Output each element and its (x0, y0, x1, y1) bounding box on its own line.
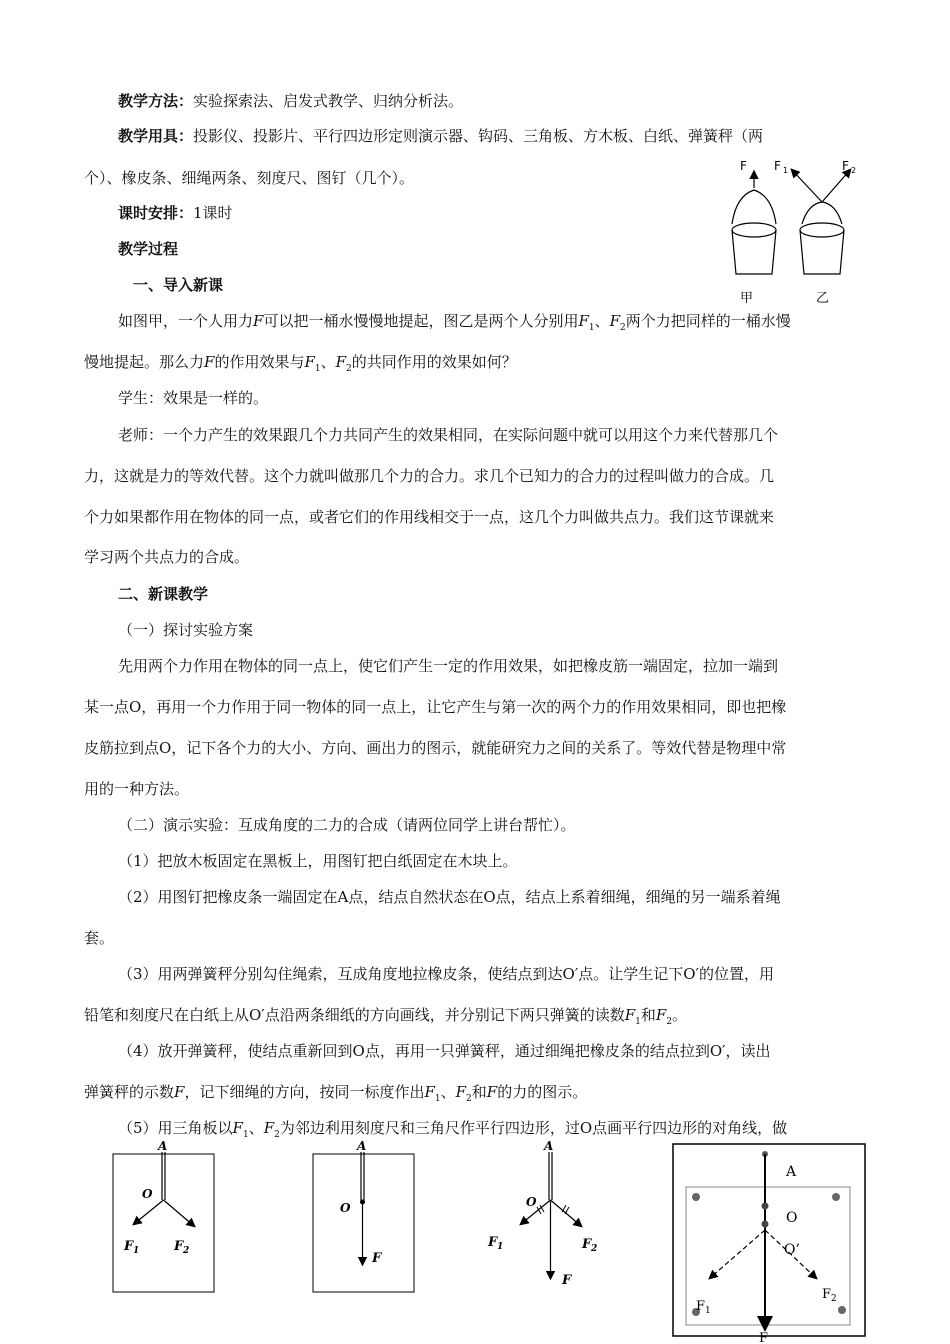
teacher-line-4: 学习两个共点力的合成。 (84, 548, 250, 566)
intro-text: 如图甲，一个人用力 (118, 312, 254, 330)
force-symbol: F (304, 353, 315, 371)
force-symbol: F (263, 1119, 275, 1137)
label-F1-sub: 1 (705, 1306, 711, 1316)
label-O-prime: O’ (784, 1242, 800, 1258)
schedule-text: 1课时 (193, 204, 233, 222)
label-O: O (340, 1201, 351, 1215)
intro-text: 慢地提起。那么力 (84, 353, 205, 371)
step-3-line-2 (84, 1005, 687, 1032)
tools-text-2: 个）、橡皮条、细绳两条、刻度尺、图钉（几个）。 (84, 169, 415, 187)
label-F1: F (488, 1235, 498, 1250)
plan-line-3: 皮筋拉到点O，记下各个力的大小、方向、画出力的图示，就能研究力之间的关系了。等效代替是物理中常 (84, 739, 787, 757)
label-F1-sub: 1 (133, 1246, 140, 1256)
section-2-title: 二、新课教学 (118, 585, 209, 603)
force-symbol: F (455, 1083, 467, 1101)
step-1: （1）把放木板固定在黑板上，用图钉把白纸固定在木块上。 (118, 852, 518, 870)
subscript: 1 (314, 364, 321, 374)
step-4-line-2 (84, 1082, 587, 1109)
subsection-1-title: （一）探讨实验方案 (118, 621, 254, 639)
figure-combined (480, 1138, 620, 1298)
label-yi: 乙 (816, 291, 830, 306)
teaching-tools (118, 126, 763, 146)
label-F2: F (174, 1239, 184, 1254)
force-symbol: F (253, 312, 264, 330)
student-answer: 学生：效果是一样的。 (118, 389, 269, 407)
plan-line-2: 某一点O，再用一个力作用于同一物体的同一点上，让它产生与第一次的两个力的作用效果相同，即也把橡 (84, 698, 787, 716)
step-text: 和 (640, 1006, 656, 1024)
step-text: 铅笔和刻度尺在白纸上从O′点沿两条细纸的方向画线，并分别记下两只弹簧的读数 (84, 1006, 625, 1024)
label-F: F (740, 159, 747, 173)
step-2-line-1: （2）用图钉把橡皮条一端固定在A点，结点自然状态在O点，结点上系着细绳，细绳的另一端系着绳 (118, 888, 781, 906)
subscript: 1 (434, 1094, 441, 1104)
process-title: 教学过程 (118, 240, 179, 258)
bucket-jia (732, 172, 776, 274)
figure-single-force (310, 1138, 420, 1298)
label-O: O (526, 1195, 537, 1209)
label-F1-sub: 1 (497, 1242, 504, 1252)
label-A: A (357, 1139, 367, 1153)
label-F1: F (124, 1239, 134, 1254)
subscript: 1 (242, 1130, 249, 1140)
teacher-line-2: 力，这就是力的等效代替。这个力就叫做那几个力的合力。求几个已知力的合力的过程叫做力的合成。几 (84, 467, 775, 485)
intro-line-2 (84, 352, 517, 379)
teacher-line-1: 老师：一个力产生的效果跟几个力共同产生的效果相同，在实际问题中就可以用这个力来代替那几个 (118, 426, 779, 444)
step-text: ，记下细绳的方向，按同一标度作出 (184, 1083, 425, 1101)
subscript: 2 (346, 364, 352, 374)
label-F2-sub: 2 (851, 166, 857, 175)
schedule (118, 203, 233, 223)
tools-text-1: 投影仪、投影片、平行四边形定则演示器、钩码、三角板、方木板、白纸、弹簧秤（两 (193, 127, 764, 145)
label-A: A (158, 1139, 168, 1153)
force-symbol: F (624, 1006, 636, 1024)
force-symbol: F (424, 1083, 435, 1101)
subscript: 1 (635, 1017, 641, 1027)
subscript: 2 (620, 323, 626, 333)
force-symbol: F (578, 312, 589, 330)
intro-text: 两个力把同样的一桶水慢 (625, 312, 791, 330)
label-F: F (562, 1273, 572, 1288)
methods-text: 实验探索法、启发式教学、归纳分析法。 (193, 92, 464, 110)
label-F2-sub: 2 (831, 1294, 837, 1304)
force-symbol: F (232, 1119, 243, 1137)
label-F: F (372, 1251, 382, 1266)
bucket-yi (792, 170, 850, 274)
force-symbol: F (609, 312, 621, 330)
plan-line-1: 先用两个力作用在物体的同一点上，使它们产生一定的作用效果，如把橡皮筋一端固定，拉加一端到 (118, 657, 779, 675)
schedule-label: 课时安排： (118, 204, 194, 222)
intro-text: 的作用效果与 (214, 353, 305, 371)
figure-board (670, 1138, 870, 1344)
label-O: O (142, 1187, 153, 1201)
force-symbol: F (486, 1083, 498, 1101)
label-F1: F (696, 1299, 706, 1314)
step-text: 。 (672, 1006, 688, 1024)
intro-text: 可以把一桶水慢慢地提起，图乙是两个人分别用 (263, 312, 579, 330)
label-F2: F (842, 159, 849, 173)
tools-label: 教学用具： (118, 127, 194, 145)
intro-text: 的共同作用的效果如何？ (351, 353, 517, 371)
plan-line-4: 用的一种方法。 (84, 780, 190, 798)
separator: 、 (440, 1083, 456, 1101)
separator: 、 (594, 312, 610, 330)
teaching-methods (118, 91, 463, 111)
label-F2-sub: 2 (183, 1246, 190, 1256)
step-text: 为邻边利用刻度尺和三角尺作平行四边形，过O点画平行四边形的对角线，做 (279, 1119, 788, 1137)
label-F1: F (774, 159, 781, 173)
bucket-figure (722, 152, 872, 312)
step-text: （5）用三角板以 (118, 1119, 233, 1137)
separator: 、 (248, 1119, 264, 1137)
force-symbol: F (335, 353, 347, 371)
subscript: 2 (466, 1094, 472, 1104)
step-text: 的力的图示。 (497, 1083, 588, 1101)
methods-label: 教学方法： (118, 92, 194, 110)
force-symbol: F (174, 1083, 185, 1101)
label-O: O (786, 1210, 798, 1226)
subscript: 2 (274, 1130, 280, 1140)
force-symbol: F (204, 353, 215, 371)
step-text: 弹簧秤的示数 (84, 1083, 175, 1101)
label-F: F (759, 1331, 769, 1344)
label-F1-sub: 1 (783, 166, 789, 175)
label-F2: F (822, 1287, 832, 1302)
separator: 、 (320, 353, 336, 371)
subscript: 2 (666, 1017, 673, 1027)
label-A: A (544, 1139, 554, 1153)
step-text: 和 (471, 1083, 487, 1101)
subsection-2-title: （二）演示实验：互成角度的二力的合成（请两位同学上讲台帮忙）。 (118, 816, 576, 834)
figure-two-forces (110, 1138, 220, 1298)
intro-line-1 (118, 311, 791, 338)
subscript: 1 (588, 323, 595, 333)
label-F2-sub: 2 (591, 1244, 598, 1254)
label-F2: F (582, 1237, 592, 1252)
teacher-line-3: 个力如果都作用在物体的同一点，或者它们的作用线相交于一点，这几个力叫做共点力。我们这节课就来 (84, 508, 775, 526)
label-jia: 甲 (740, 291, 754, 306)
step-3-line-1: （3）用两弹簧秤分别勾住绳索，互成角度地拉橡皮条，使结点到达O′点。让学生记下O′的位置，用 (118, 965, 774, 983)
section-1-title: 一、导入新课 (133, 276, 224, 294)
step-2-line-2: 套。 (84, 929, 115, 947)
label-A: A (786, 1164, 797, 1180)
force-symbol: F (655, 1006, 667, 1024)
step-4-line-1: （4）放开弹簧秤，使结点重新回到O点，再用一只弹簧秤，通过细绳把橡皮条的结点拉到O′，读出 (118, 1042, 771, 1060)
